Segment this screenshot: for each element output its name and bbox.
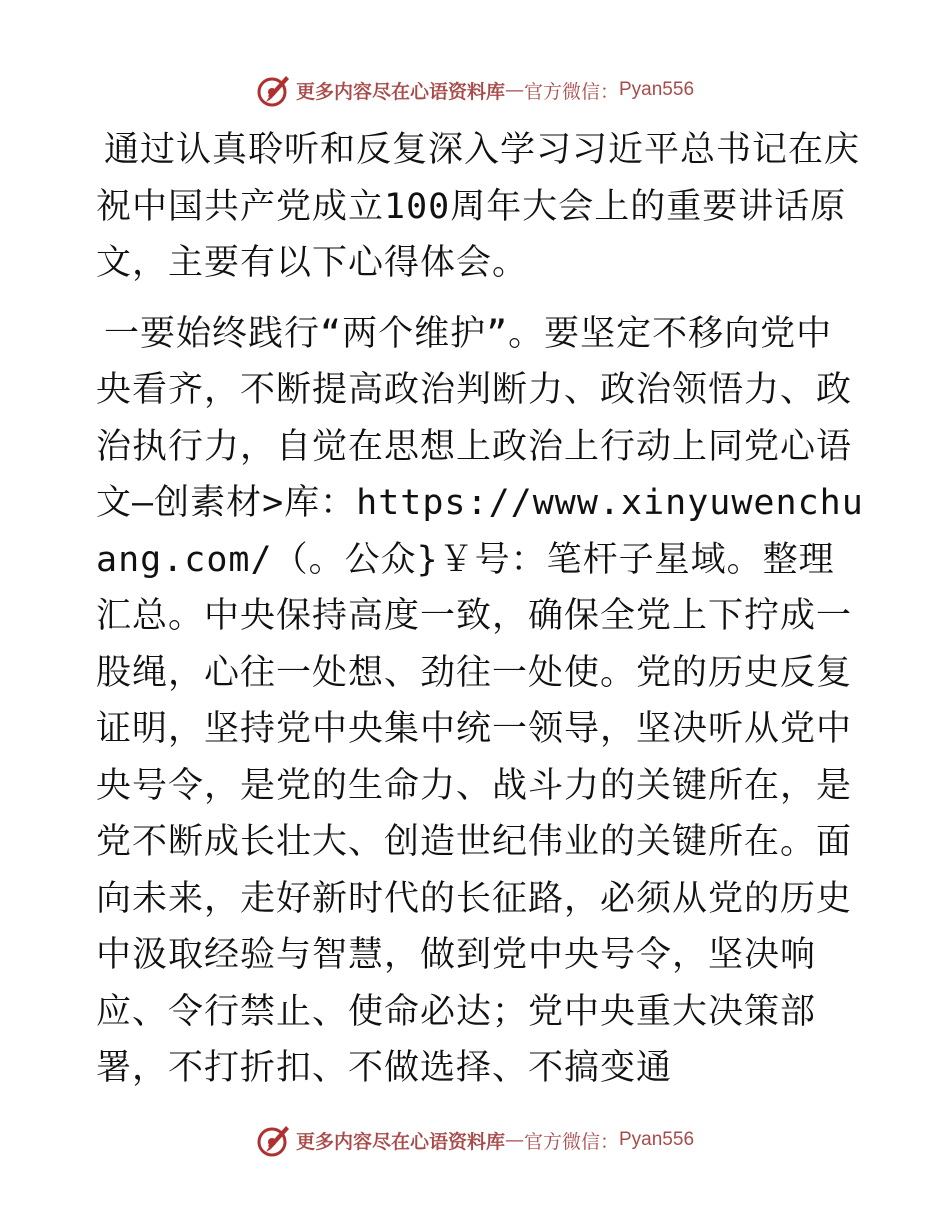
banner-text: 更多内容尽在心语资料库 [295,80,505,103]
banner-wechat-id: Pyan556 [619,1129,695,1150]
banner-separator: — [504,1129,524,1151]
footer-banner [0,1120,950,1160]
banner-wechat-label: 官方微信： [523,1130,619,1153]
paragraph-point-one: 一要始终践行“两个维护”。要坚定不移向党中央看齐，不断提高政治判断力、政治领悟力、政治执行力，自觉在思想上政治上行动上同党心语文—创素材>库：https://www.xinyuwenchuang.com/（。公众}￥号：笔杆子星域。整理汇总。中央保持高度一致，确保全党上下拧成一股绳，心往一处想、劲往一处使。党的历史反复证明，坚持党中央集中统一领导，坚决听从党中央号令，是党的生命力、战斗力的关键所在，是党不断成长壮大、创造世纪伟业的关键所在。面向未来，走好新时代的长征路，必须从党的历史中汲取经验与智慧，做到党中央号令，坚决响应、令行禁止、使命必达；党中央重大决策部署，不打折扣、不做选择、不搞变通 [96,313,864,1088]
banner-wechat-id: Pyan556 [619,79,695,100]
banner-text: 更多内容尽在心语资料库 [295,1130,505,1153]
banner-wechat-label: 官方微信： [523,80,619,103]
paragraph-intro: 通过认真聆听和反复深入学习习近平总书记在庆祝中国共产党成立100周年大会上的重要讲话原文，主要有以下心得体会。 [96,130,861,283]
header-banner [0,70,950,110]
document-body [96,122,866,1097]
pen-nib-circle-icon [256,72,292,108]
pen-nib-circle-icon [256,1122,292,1158]
banner-separator: — [504,79,524,101]
